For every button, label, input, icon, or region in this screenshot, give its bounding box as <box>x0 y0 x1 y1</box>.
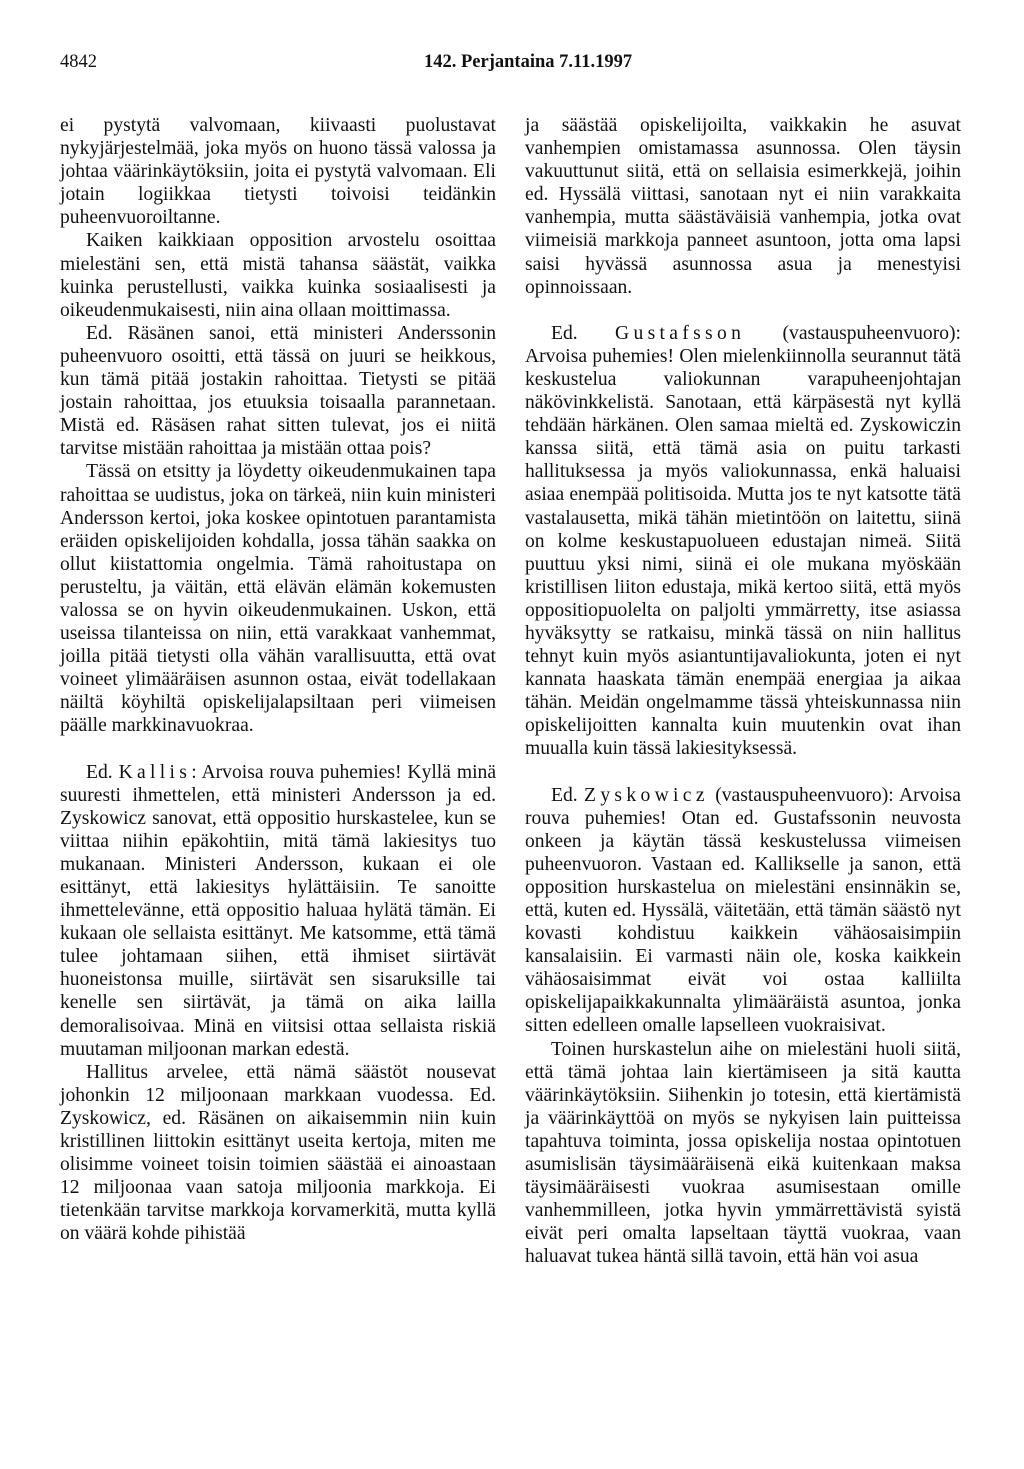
speech-prefix: Ed. <box>86 761 119 783</box>
speech-prefix: Ed. <box>551 784 585 806</box>
right-column <box>525 114 961 1269</box>
page-header <box>0 52 1024 82</box>
paragraph: ja säästää opiskelijoilta, vaikkakin he asuvat vanhempien omistamassa asunnossa. Olen täysin vakuuttunut siitä, että on sellaisia esimerkkejä, joihin ed. Hyssälä viittasi, sanotaan nyt ei niin varakkaita vanhempia, mutta säästäväisiä vanhempia, jotka ovat viimeisiä markkoja panneet asuntoon, jotta oma lapsi saisi hyvässä asunnossa asua ja menestyisi opinnoissaan. <box>525 115 961 298</box>
speech-text: (vastauspuheenvuoro): Arvoisa rouva puhemies! Otan ed. Gustafssonin neuvosta onkeen ja käytän tässä keskustelussa viimeisen puheenvuoron. Vastaan ed. Kallikselle ja sanon, että opposition hurskastelua on mielestäni ensinnäkin se, että, kuten ed. Hyssälä, väitetään, että tämän säästö nyt kovasti kohdistuu kaikkein vähäosaisimpiin kansalaisiin. Ei varmasti näin ole, koska kaikkein vähäosaisimmat eivät voi ostaa kalliilta opiskelijapaikkakunnalta ylimääräistä asuntoa, jonka sitten edelleen omalle lapselleen vuokraisivat. <box>525 784 962 1037</box>
speech-prefix: Ed. <box>551 322 615 344</box>
speaker-name: Kallis <box>118 761 192 783</box>
speech-paragraph <box>60 761 496 1061</box>
speaker-name: Gustafsson <box>615 322 746 344</box>
running-head: 142. Perjantaina 7.11.1997 <box>424 52 633 72</box>
left-column <box>60 114 496 1246</box>
speech-text: : Arvoisa rouva puhemies! Kyllä minä suuresti ihmettelen, että ministeri Andersson ja ed. Zyskowicz sanovat, että oppositio hurskastelee, kun se viittaa niihin epäkohtiin, mitä tämä lakiesitys tuo mukanaan. Ministeri Andersson, kukaan ei ole esittänyt, että lakiesitys hylättäisiin. Te sanoitte ihmettelevänne, että oppositio haluaa hylätä tämän. Ei kukaan ole sellaista esittänyt. Me katsomme, että tämä tulee johtamaan siihen, että ihmiset siirtävät huoneistonsa muille, siirtävät sen sisaruksille tai kenelle sen siirtävät, ja tämä on aika lailla demoralisoivaa. Minä en viitsisi ottaa sellaista riskiä muutaman miljoonan markan edestä. <box>60 761 497 1060</box>
speech-paragraph <box>525 322 961 761</box>
paragraph: Ed. Räsänen sanoi, että ministeri Anderssonin puheenvuoro osoitti, että tässä on juuri se heikkous, kun tämä pitää jostakin rahoittaa. Tietysti se pitää jostain rahoittaa, jos etuuksia toisaalla parannetaan. Mistä ed. Räsäsen rahat sitten tulevat, jos ei niitä tarvitse mistään rahoittaa ja mistään ottaa pois? <box>60 322 496 460</box>
paragraph: Hallitus arvelee, että nämä säästöt nousevat johonkin 12 miljoonaan markkaan vuodessa. Ed. Zyskowicz, ed. Räsänen on aikaisemmin niin kuin kristillinen liittokin esittänyt useita kertoja, miten me olisimme voineet toisin toimien säästää ei ainoastaan 12 miljoonaa vaan satoja miljoonia markkoja. Ei tietenkään tarvitse markkoja korvamerkitä, mutta kyllä on väärä kohde pihistää <box>60 1061 496 1245</box>
paragraph: ei pystytä valvomaan, kiivaasti puolustavat nykyjärjestelmää, joka myös on huono tässä valossa ja johtaa väärinkäytöksiin, joita ei pystytä valvomaan. Eli jotain logiikkaa tietysti toivoisi teidänkin puheenvuoroiltanne. <box>60 115 496 229</box>
speech-text: (vastauspuheenvuoro): Arvoisa puhemies! Olen mielenkiinnolla seurannut tätä keskustelua valiokunnan varapuheenjohtajan näkövinkkelistä. Sanotaan, että kärpäsestä nyt kyllä tehdään härkänen. Olen samaa mieltä ed. Zyskowiczin kanssa siitä, että tämä asia on puitu tarkasti hallituksessa ja myös valiokunnassa, enkä haluaisi asiaa enempää politisoida. Mutta jos te nyt katsotte tätä vastalausetta, mikä tähän mietintöön on laitettu, siinä on kolme keskustapuolueen edustajan nimeä. Siitä puuttuu yksi nimi, siinä ei ole mukana myöskään kristillisen liiton edustaja, mikä kertoo siitä, että myös oppositiopuolelta on paljolti ymmärretty, itse asiassa hyväksytty se ratkaisu, minkä tässä on niin hallitus tehnyt kuin myös asiantuntijavaliokunta, joten ei nyt kannata haaskata tämän enempää energiaa ja aikaa tähän. Meidän ongelmamme tässä yhteiskunnassa niin opiskelijoitten kannalta kuin muutenkin ovat ihan muualla kuin tässä lakiesityksessä. <box>525 322 961 760</box>
page-number: 4842 <box>60 52 97 72</box>
speaker-name: Zyskowicz <box>584 784 709 806</box>
paragraph: Tässä on etsitty ja löydetty oikeudenmukainen tapa rahoittaa se uudistus, joka on tärkeä, niin kuin ministeri Andersson kertoi, joka koskee opintotuen parantamista eräiden opiskelijoiden kohdalla, jossa tähän saakka on ollut kiistattomia ongelmia. Tämä rahoitustapa on perusteltu, ja väitän, että elävän elämän kokemusten valossa se on hyvin oikeudenmukainen. Uskon, että useissa tilanteissa on niin, että varakkaat vanhemmat, joilla pitää tietysti olla vähän varallisuutta, että ovat voineet ylimääräisen asunnon ostaa, eivät todellakaan näiltä köyhiltä opiskelijalapsiltaan peri viimeisen päälle markkinavuokraa. <box>60 461 496 737</box>
speech-paragraph <box>525 784 961 1038</box>
paragraph: Kaiken kaikkiaan opposition arvostelu osoittaa mielestäni sen, että mistä tahansa säästät, vaikka kuinka perustellusti, vaikka kuinka sosiaalisesti ja oikeudenmukaisesti, niin aina ollaan moittimassa. <box>60 230 496 321</box>
paragraph: Toinen hurskastelun aihe on mielestäni huoli siitä, että tämä johtaa lain kiertämiseen ja sitä kautta väärinkäytöksiin. Siihenkin jo totesin, että kiertämistä ja väärinkäyttöä on myös se nykyisen lain puitteissa tapahtuva toiminta, jossa opiskelija nostaa opintotuen asumislisän täysimääräisenä eikä kuitenkaan maksa täysimääräisesti vuokraa asumisestaan omille vanhemmilleen, jotka hyvin ymmärrettävistä syistä eivät peri omalta lapseltaan täyttä vuokraa, vaan haluavat tukea häntä sillä tavoin, että hän voi asua <box>525 1038 961 1268</box>
